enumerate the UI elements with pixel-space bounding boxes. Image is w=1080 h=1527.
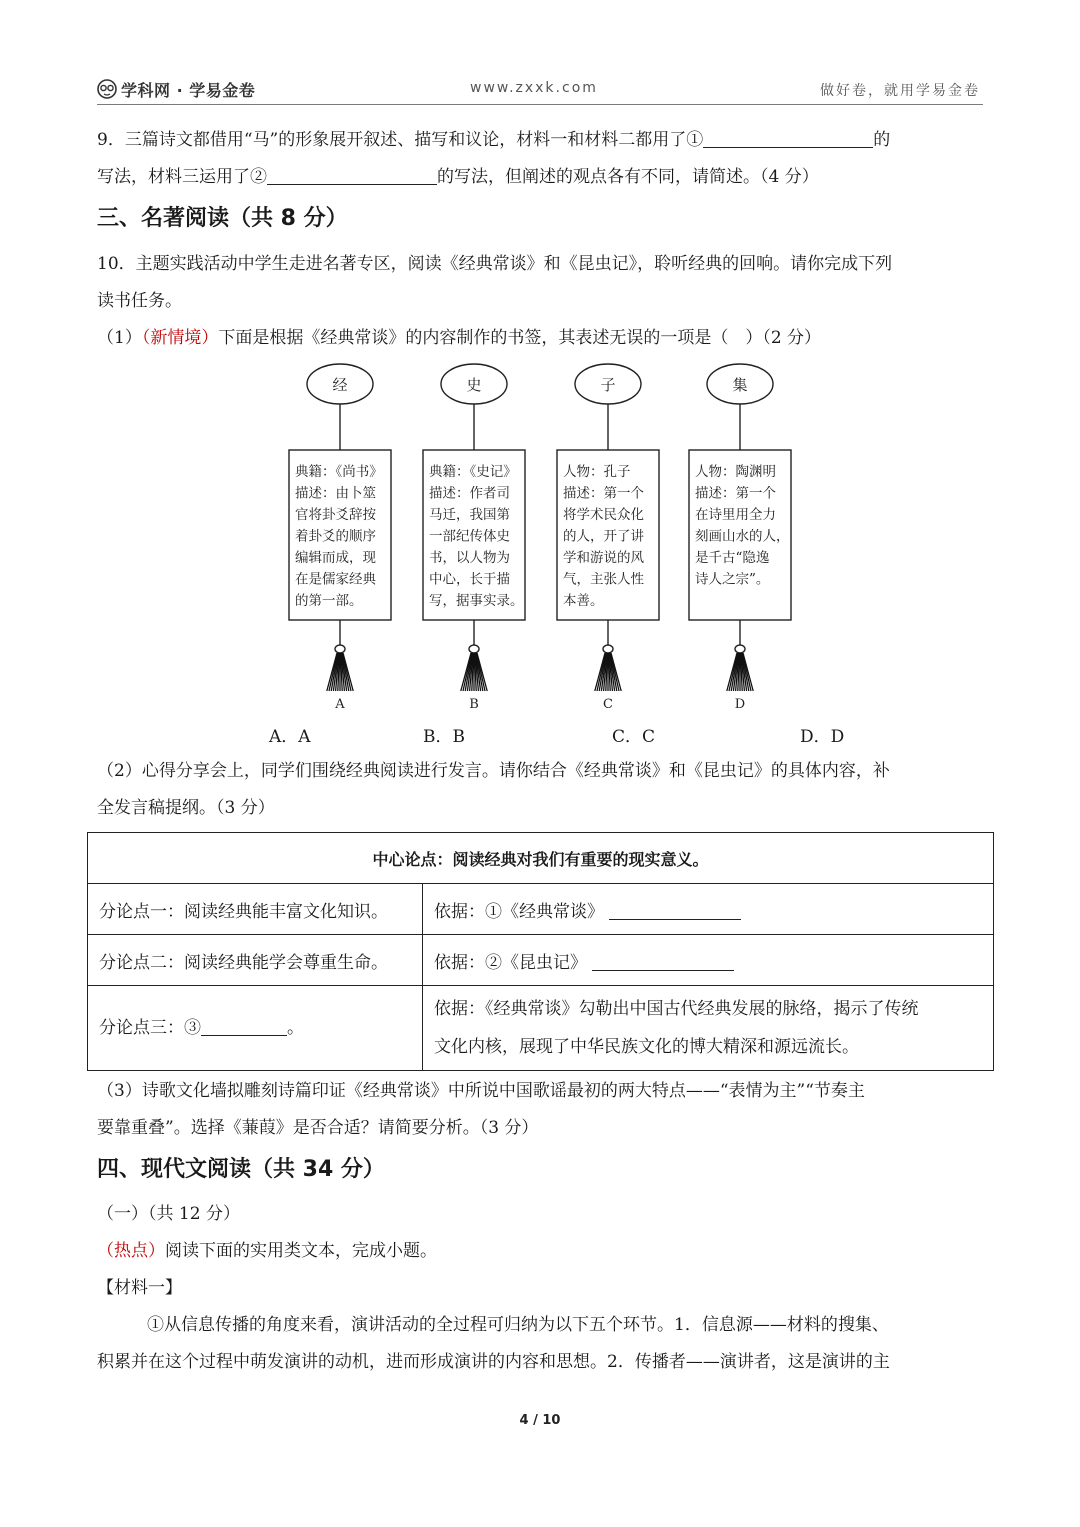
bookmark-text-line: 编辑而成，现	[295, 550, 376, 566]
tassel-knot	[735, 645, 745, 653]
table-cell-right	[423, 986, 994, 1071]
table-header-row	[88, 833, 994, 884]
bookmark-text-line: 的人，开了讲	[563, 528, 644, 545]
material-heading: 【材料一】	[97, 1278, 182, 1298]
q9-text-a: 9．三篇诗文都借用“马”的形象展开叙述、描写和议论，材料一和材料二都用了①	[97, 130, 704, 150]
basis-line2: 文化内核，展现了中华民族文化的博大精深和源远流长。	[434, 1037, 859, 1057]
bookmark-text-line: 刻画山水的人，	[695, 528, 790, 545]
answer-blank-2[interactable]	[592, 952, 734, 971]
bookmark-b	[423, 364, 525, 712]
part1-instruction-line	[97, 1239, 437, 1263]
category-label: 子	[600, 376, 616, 394]
category-label: 经	[332, 376, 348, 394]
bookmark-text-line: 着卦爻的顺序	[295, 528, 376, 545]
sub2-line2: 全发言稿提纲。（3 分）	[97, 798, 275, 818]
tassel-icon	[327, 653, 353, 691]
outline-table	[87, 832, 994, 1071]
choice-d[interactable]: D．D	[800, 727, 845, 747]
part1-label: （一）（共 12 分）	[97, 1204, 240, 1224]
bookmark-text-line: 诗人之宗”。	[695, 571, 770, 588]
header-logo	[97, 78, 255, 100]
q9-line2	[97, 165, 819, 189]
brand-name: 学科网 · 学易金卷	[121, 80, 256, 100]
q9-blank-1[interactable]	[703, 129, 873, 148]
basis-label: 依据：②《昆虫记》	[434, 952, 587, 973]
answer-blank-3[interactable]	[201, 1017, 287, 1036]
bookmark-text-line: 官将卦爻辞按	[295, 507, 376, 523]
para-line2: 积累并在这个过程中萌发演讲的动机，进而形成演讲的内容和思想。2．传播者——演讲者，这是演讲的主	[97, 1352, 890, 1372]
tassel-knot	[469, 645, 479, 653]
q9-text-b: 的	[873, 130, 891, 150]
bookmark-letter: C	[603, 697, 613, 712]
bookmark-text-line: 学和游说的风	[563, 550, 644, 566]
bookmark-text-line: 典籍：《尚书》	[295, 464, 383, 480]
bookmark-text-line: 书，以人物为	[429, 550, 510, 566]
bookmark-text-line: 描述：由卜筮	[295, 485, 376, 502]
choice-b[interactable]: B．B	[423, 727, 465, 747]
header-divider	[97, 104, 983, 105]
table-cell-left: 分论点一：阅读经典能丰富文化知识。	[88, 884, 423, 935]
sub2-line1: （2）心得分享会上，同学们围绕经典阅读进行发言。请你结合《经典常谈》和《昆虫记》的具体内容，补	[97, 761, 890, 781]
table-cell-right	[423, 935, 994, 986]
q10-intro-line1: 10．主题实践活动中学生走进名著专区，阅读《经典常谈》和《昆虫记》，聆听经典的回响。请你完成下列	[97, 254, 893, 274]
table-header-cell: 中心论点：阅读经典对我们有重要的现实意义。	[88, 833, 994, 884]
bookmark-text-line: 人物：陶渊明	[695, 464, 776, 480]
bookmark-text-line: 描述：第一个	[563, 485, 644, 502]
table-cell-left: 分论点二：阅读经典能学会尊重生命。	[88, 935, 423, 986]
sub3-line1: （3）诗歌文化墙拟雕刻诗篇印证《经典常谈》中所说中国歌谣最初的两大特点——“表情为主”“节奏主	[97, 1081, 865, 1101]
q10-sub1	[97, 326, 821, 350]
bookmark-text-line: 一部纪传体史	[429, 528, 510, 545]
part1-instruction: 阅读下面的实用类文本，完成小题。	[165, 1241, 437, 1261]
para-line1: ①从信息传播的角度来看，演讲活动的全过程可归纳为以下五个环节。1．信息源——材料的搜集、	[147, 1315, 889, 1335]
owl-logo-icon	[97, 79, 117, 99]
q10-sub1-text: 下面是根据《经典常谈》的内容制作的书签，其表述无误的一项是（ ）（2 分）	[218, 328, 822, 348]
bookmark-text-line: 在是儒家经典	[295, 571, 376, 588]
choice-a[interactable]: A．A	[269, 727, 311, 747]
tassel-icon	[461, 653, 487, 691]
section4-title: 四、现代文阅读（共 34 分）	[97, 1157, 385, 1182]
bookmark-text-line: 描述：作者司	[429, 485, 510, 502]
bookmark-text-line: 中心，长于描	[429, 571, 510, 588]
point3-label: 分论点三：③	[99, 1018, 201, 1038]
basis-label: 依据：①《经典常谈》	[434, 901, 604, 922]
table-row	[88, 986, 994, 1071]
bookmark-letter: B	[469, 697, 479, 712]
site-url: www.zxxk.com	[470, 80, 598, 96]
bookmark-text-line: 写，据事实录。	[429, 593, 524, 609]
q9-text-d: 的写法，但阐述的观点各有不同，请简述。（4 分）	[437, 167, 819, 187]
bookmark-letter: D	[734, 697, 746, 712]
sub3-line2: 要靠重叠”。选择《蒹葭》是否合适？请简要分析。（3 分）	[97, 1118, 539, 1138]
bookmark-text-line: 气，主张人性	[563, 571, 644, 588]
bookmark-letter: A	[335, 697, 345, 712]
bookmark-d	[689, 364, 791, 712]
q9-line1	[97, 128, 890, 152]
category-label: 史	[466, 376, 482, 394]
bookmark-text-line: 描述：第一个	[695, 485, 776, 502]
bookmark-text-line: 将学术民众化	[563, 507, 644, 523]
tassel-icon	[727, 653, 753, 691]
tassel-knot	[603, 645, 613, 653]
tassel-knot	[335, 645, 345, 653]
q10-sub1-prefix: （1）	[97, 328, 142, 348]
bookmark-text-line: 马迁，我国第	[429, 507, 510, 523]
q9-blank-2[interactable]	[267, 166, 437, 185]
bookmark-text-line: 是千古“隐逸	[695, 550, 770, 566]
tassel-icon	[595, 653, 621, 691]
bookmark-a	[289, 364, 391, 712]
table-cell-right	[423, 884, 994, 935]
answer-blank-1[interactable]	[609, 901, 741, 920]
choice-c[interactable]: C．C	[612, 727, 656, 747]
bookmark-text-line: 人物：孔子	[563, 464, 631, 480]
table-cell-left	[88, 986, 423, 1071]
bookmarks-group	[289, 364, 791, 712]
bookmark-text-line: 的第一部。	[295, 593, 363, 609]
basis-line1: 依据：《经典常谈》勾勒出中国古代经典发展的脉络，揭示了传统	[434, 999, 919, 1019]
table-row	[88, 935, 994, 986]
bookmark-text-line: 典籍：《史记》	[429, 464, 517, 480]
category-label: 集	[732, 376, 748, 394]
bookmark-text-line: 在诗里用全力	[695, 507, 776, 523]
point3-end: 。	[287, 1018, 304, 1038]
q10-sub1-tag: （新情境）	[141, 328, 219, 348]
header-slogan: 做好卷，就用学易金卷	[820, 83, 980, 99]
bookmark-text-line: 本善。	[563, 593, 604, 609]
q9-text-c: 写法，材料三运用了②	[97, 167, 267, 187]
bookmark-c	[557, 364, 659, 712]
q10-intro-line2: 读书任务。	[97, 291, 182, 311]
bookmarks-figure	[0, 355, 1080, 720]
table-row	[88, 884, 994, 935]
part1-tag: （热点）	[97, 1241, 165, 1261]
page-number: 4 / 10	[519, 1413, 561, 1428]
section3-title: 三、名著阅读（共 8 分）	[97, 206, 348, 231]
